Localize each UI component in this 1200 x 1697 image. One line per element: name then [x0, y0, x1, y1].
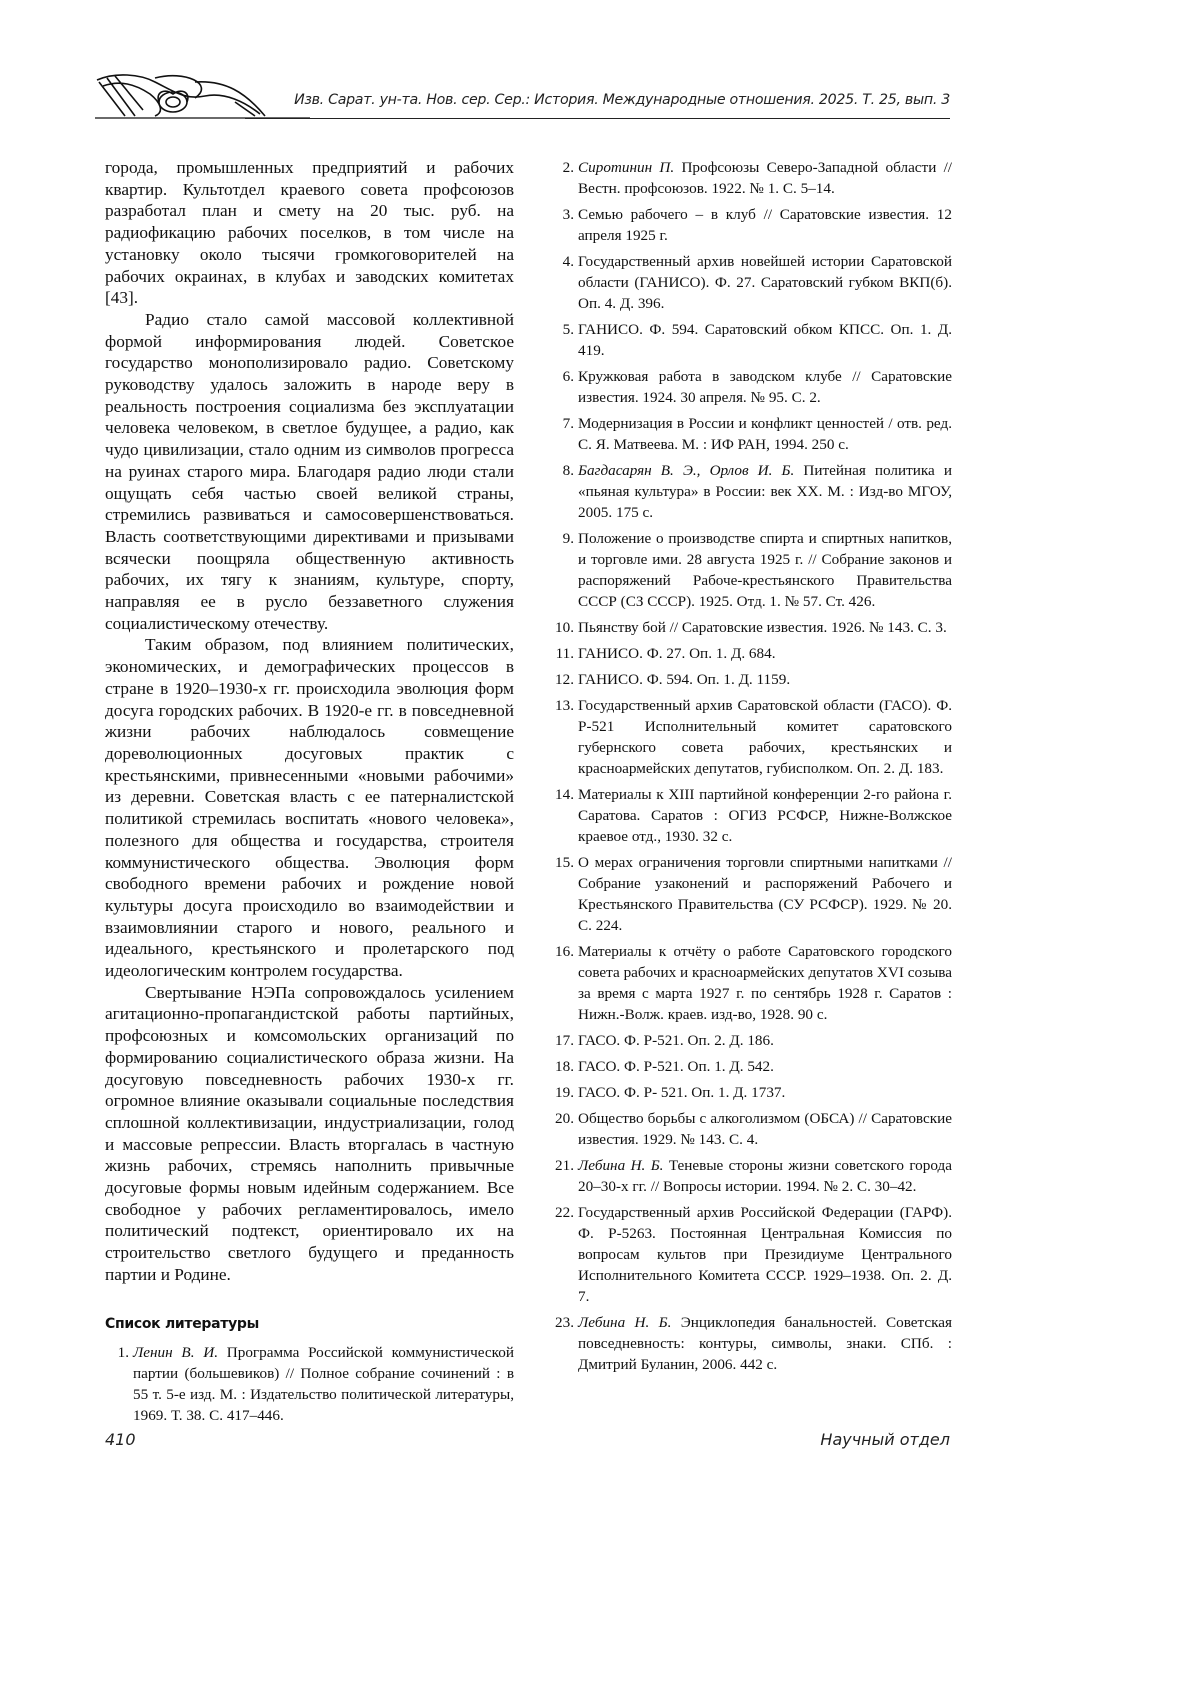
paragraph: Таким образом, под влиянием политических, экономических, и демографических процессов в стране в 1920–1930-х гг. происходила эволюция форм досуга городских рабочих. В 1920-е гг. в повседневной жизни рабочих наблюдалось совмещение дореволюционных досуговых практик с крестьянскими, привнесенными «новыми рабочими» из деревни. Советская власть с ее патерналистской политикой стремилась воспитать «нового человека», полезного для общества и государства, строителя коммунистического общества. Эволюция форм свободного времени рабочих и рождение новой культуры досуга происходило во взаимодействии и взаимовлиянии старого и нового, реального и идеального, крестьянского и пролетарского под идеологическим контролем государства. — [105, 635, 514, 981]
reference-body: ГАСО. Ф. Р-521. Оп. 2. Д. 186. — [578, 1032, 774, 1049]
references-heading: Список литературы — [105, 1315, 260, 1332]
reference-body: Государственный архив новейшей истории Саратовской области (ГАНИСО). Ф. 27. Саратовский губком ВКП(б). Оп. 4. Д. 396. — [578, 253, 952, 312]
reference-number: 19. — [555, 1084, 574, 1101]
reference-body: Пьянству бой // Саратовские известия. 1926. № 143. С. 3. — [578, 619, 947, 636]
reference-list-right — [550, 157, 952, 1375]
reference-body: ГАНИСО. Ф. 594. Оп. 1. Д. 1159. — [578, 671, 791, 688]
journal-citation: Изв. Сарат. ун-та. Нов. сер. Сер.: История. Международные отношения. 2025. Т. 25, вып. 3 — [294, 92, 950, 108]
running-header — [95, 72, 950, 124]
reference-number: 22. — [555, 1204, 574, 1221]
reference-body: Материалы к XIII партийной конференции 2-го района г. Саратова. Саратов : ОГИЗ РСФСР, Нижне-Волжское краевое отд., 1930. 32 с. — [578, 786, 952, 845]
reference-text — [578, 1108, 952, 1150]
reference-number: 5. — [562, 321, 574, 338]
reference-item — [550, 528, 952, 612]
reference-number: 3. — [562, 206, 574, 223]
reference-number: 11. — [555, 645, 574, 662]
paragraph: Свертывание НЭПа сопровождалось усилением агитационно-пропагандистской работы партийных, профсоюзных и комсомольских организаций по формированию социалистического образа жизни. На досуговую повседневность рабочих 1930-х гг. огромное влияние оказывали социальные последствия сплошной коллективизации, индустриализации, голод и массовые репрессии. Власть вторгалась в частную жизнь рабочих, стремясь наполнить привычные досуговые формы новым идейным содержанием. Все свободное у рабочих регламентировалось, имело политический подтекст, ориентировало их на строительство светлого будущего и преданность партии и Родине. — [105, 982, 514, 1284]
reference-number: 1. — [117, 1343, 129, 1361]
reference-text — [578, 1082, 952, 1103]
reference-body: Программа Российской коммунистической партии (большевиков) // Полное собрание сочинений : в 55 т. 5-е изд. М. : Издательство политической литературы, 1969. Т. 38. С. 417–446. — [133, 1343, 514, 1424]
reference-item — [550, 643, 952, 664]
paragraph: города, промышленных предприятий и рабочих квартир. Культотдел краевого совета профсоюзов разработал план и смету на 20 тыс. руб. на радиофикацию рабочих поселков, в том числе на установку около тысячи громкоговорителей на рабочих окраинах, в клубах и заводских комитетах [43]. — [105, 158, 514, 308]
reference-body: ГАСО. Ф. Р-521. Оп. 1. Д. 542. — [578, 1058, 774, 1075]
reference-text — [578, 1312, 952, 1375]
reference-text — [578, 319, 952, 361]
reference-body: Материалы к отчёту о работе Саратовского городского совета рабочих и красноармейских депутатов XVI созыва за время с марта 1927 г. по сентябрь 1928 г. Саратов : Нижн.-Волж. краев. изд-во, 1928. 90 с. — [578, 943, 952, 1023]
reference-text — [578, 784, 952, 847]
reference-number: 17. — [555, 1032, 574, 1049]
reference-text — [578, 669, 952, 690]
reference-author: Багдасарян В. Э., Орлов И. Б. — [578, 462, 795, 479]
reference-body: Положение о производстве спирта и спиртных напитков, и торговле ими. 28 августа 1925 г. // Собрание законов и распоряжений Рабоче-крестьянского Правительства СССР (СЗ СССР). 1925. Отд. 1. № 57. Ст. 426. — [578, 530, 952, 610]
section-label: Научный отдел — [820, 1430, 950, 1449]
reference-item — [550, 319, 952, 361]
reference-body: Государственный архив Российской Федерации (ГАРФ). Ф. Р-5263. Постоянная Центральная Комиссия по вопросам культов при Президиуме Центрального Исполнительного Комитета СССР. 1929–1938. Оп. 2. Д. 7. — [578, 1204, 952, 1305]
reference-item — [550, 1056, 952, 1077]
reference-text — [578, 1202, 952, 1307]
reference-body: ГАНИСО. Ф. 594. Саратовский обком КПСС. Оп. 1. Д. 419. — [578, 321, 952, 359]
reference-author: Лебина Н. Б. — [578, 1314, 672, 1331]
reference-item — [550, 941, 952, 1025]
reference-number: 8. — [562, 462, 574, 479]
reference-body: Семью рабочего – в клуб // Саратовские известия. 12 апреля 1925 г. — [578, 206, 952, 244]
reference-body: Общество борьбы с алкоголизмом (ОБСА) // Саратовские известия. 1929. № 143. С. 4. — [578, 1110, 952, 1148]
reference-body: Модернизация в России и конфликт ценностей / отв. ред. С. Я. Матвеева. М. : ИФ РАН, 1994. 250 с. — [578, 415, 952, 453]
reference-author: Лебина Н. Б. — [578, 1157, 664, 1174]
reference-body: Теневые стороны жизни советского города 20–30-х гг. // Вопросы истории. 1994. № 2. С. 30–42. — [578, 1157, 952, 1195]
reference-body: Питейная политика и «пьяная культура» в России: век XX. М. : Изд-во МГОУ, 2005. 175 с. — [578, 462, 953, 521]
reference-body: Профсоюзы Северо-Западной области // Вестн. профсоюзов. 1922. № 1. С. 5–14. — [578, 159, 953, 197]
reference-item — [550, 1108, 952, 1150]
reference-body: Энциклопедия банальностей. Советская повседневность: контуры, символы, знаки. СПб. : Дмитрий Буланин, 2006. 442 с. — [578, 1314, 952, 1373]
reference-body: ГАНИСО. Ф. 27. Оп. 1. Д. 684. — [578, 645, 776, 662]
reference-item — [550, 784, 952, 847]
reference-item — [105, 1342, 514, 1426]
reference-body: Государственный архив Саратовской области (ГАСО). Ф. Р-521 Исполнительный комитет саратовского губернского совета рабочих, крестьянских и красноармейских депутатов, губисполком. Оп. 2. Д. 183. — [578, 697, 952, 777]
reference-number: 4. — [562, 253, 574, 270]
reference-number: 16. — [555, 943, 574, 960]
reference-text — [578, 1155, 952, 1197]
reference-text — [578, 852, 952, 936]
reference-item — [550, 695, 952, 779]
reference-body: О мерах ограничения торговли спиртными напитками // Собрание узаконений и распоряжений Рабочего и Крестьянского Правительства (СУ РСФСР). 1929. № 20. С. 224. — [578, 854, 952, 934]
reference-number: 10. — [555, 619, 574, 636]
header-rule — [245, 118, 950, 119]
page-number: 410 — [105, 1430, 136, 1449]
article-body — [105, 157, 514, 1286]
reference-list-left — [105, 1342, 514, 1426]
reference-item — [550, 1082, 952, 1103]
reference-number: 2. — [562, 159, 574, 176]
reference-number: 7. — [562, 415, 574, 432]
reference-text — [133, 1342, 514, 1426]
reference-body: ГАСО. Ф. Р- 521. Оп. 1. Д. 1737. — [578, 1084, 786, 1101]
reference-number: 6. — [562, 368, 574, 385]
reference-item — [550, 1312, 952, 1375]
reference-text — [578, 157, 952, 199]
reference-text — [578, 460, 952, 523]
reference-number: 15. — [555, 854, 574, 871]
reference-text — [578, 528, 952, 612]
reference-number: 21. — [555, 1157, 574, 1174]
reference-number: 9. — [562, 530, 574, 547]
reference-body: Кружковая работа в заводском клубе // Саратовские известия. 1924. 30 апреля. № 95. С. 2. — [578, 368, 952, 406]
reference-item — [550, 1202, 952, 1307]
reference-number: 23. — [555, 1314, 574, 1331]
reference-item — [550, 852, 952, 936]
reference-text — [578, 1056, 952, 1077]
reference-item — [550, 251, 952, 314]
reference-text — [578, 204, 952, 246]
paragraph: Радио стало самой массовой коллективной формой информирования людей. Советское государство монополизировало радио. Советскому руководству удалось заложить в народе веру в реальность построения социализма без эксплуатации человека человеком, в светлое будущее, а радио, как чудо цивилизации, стало одним из символов прогресса на руинах старого мира. Благодаря радио люди стали ощущать себя частью своей великой страны, стремились развиваться и самосовершенствоваться. Власть соответствующими директивами и призывами всячески поощряла общественную активность рабочих, их тягу к знаниям, культуре, спорту, направляя ее в русло беззаветного служения социалистическому отечеству. — [105, 309, 514, 633]
reference-text — [578, 1030, 952, 1051]
reference-number: 13. — [555, 697, 574, 714]
reference-item — [550, 1030, 952, 1051]
reference-number: 20. — [555, 1110, 574, 1127]
reference-text — [578, 617, 952, 638]
reference-item — [550, 1155, 952, 1197]
reference-number: 14. — [555, 786, 574, 803]
reference-text — [578, 643, 952, 664]
reference-item — [550, 460, 952, 523]
reference-item — [550, 157, 952, 199]
reference-item — [550, 204, 952, 246]
reference-author: Ленин В. И. — [133, 1343, 219, 1361]
reference-item — [550, 617, 952, 638]
reference-text — [578, 251, 952, 314]
reference-text — [578, 366, 952, 408]
reference-item — [550, 366, 952, 408]
reference-text — [578, 941, 952, 1025]
reference-item — [550, 413, 952, 455]
ornament-logo-icon — [95, 72, 310, 122]
reference-number: 12. — [555, 671, 574, 688]
reference-author: Сиротинин П. — [578, 159, 675, 176]
reference-number: 18. — [555, 1058, 574, 1075]
reference-text — [578, 413, 952, 455]
reference-text — [578, 695, 952, 779]
reference-item — [550, 669, 952, 690]
